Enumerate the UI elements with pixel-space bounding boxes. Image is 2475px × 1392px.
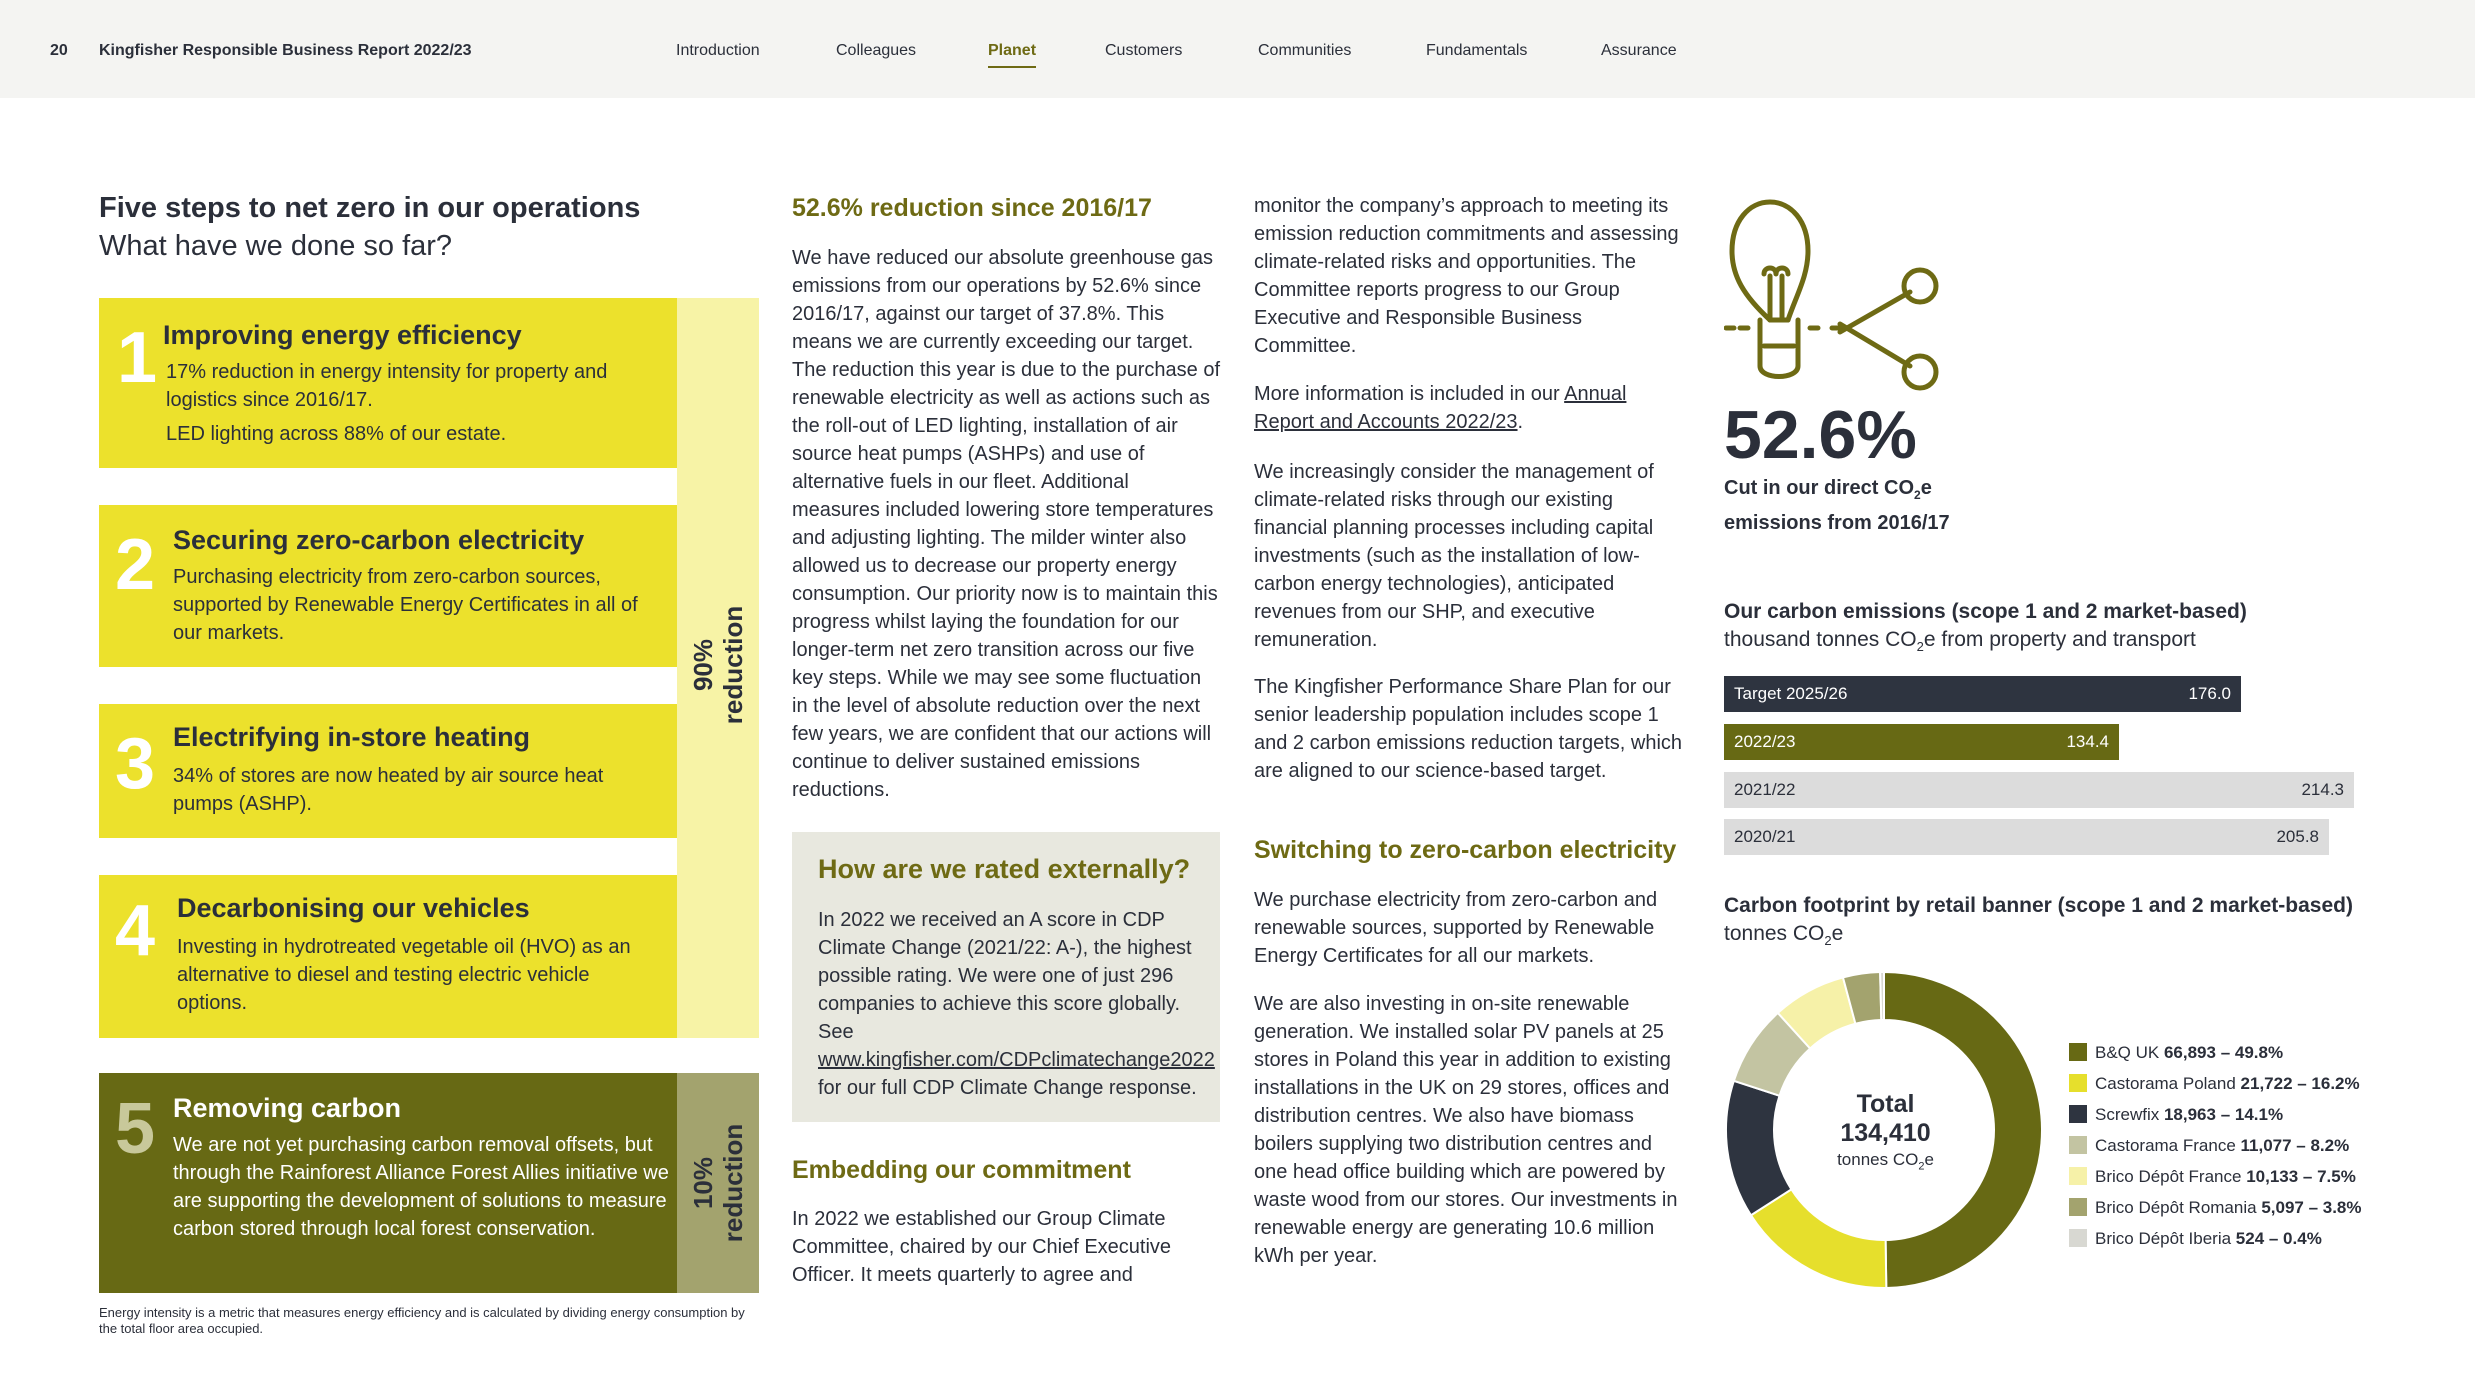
donut-unit-2: e [1924, 1150, 1934, 1169]
legend-swatch [2069, 1043, 2087, 1061]
reduction-heading: 52.6% reduction since 2016/17 [792, 194, 1152, 222]
bar-chart-subtitle-2: e from property and transport [1923, 628, 2196, 651]
step-number: 1 [117, 318, 158, 398]
legend-name: Castorama Poland [2095, 1074, 2241, 1093]
legend-value: 18,963 – 14.1% [2163, 1105, 2284, 1124]
step-body-2: LED lighting across 88% of our estate. [166, 423, 507, 445]
step-card-2 [99, 505, 677, 667]
bar-value-label: 205.8 [2276, 827, 2319, 846]
bar-value-label: 176.0 [2188, 684, 2231, 703]
donut-chart-title: Carbon footprint by retail banner (scope 1 and 2 market-based) [1724, 894, 2353, 917]
bar-chart-heading [1724, 598, 2424, 661]
stat-caption-text-2: e emissions from 2016/17 [1724, 477, 1950, 534]
commitment-heading: Embedding our commitment [792, 1156, 1131, 1184]
reduction-10-pct: 10% [688, 1156, 718, 1210]
bar-3 [1724, 819, 2329, 855]
nav-customers[interactable]: Customers [1105, 42, 1183, 59]
rating-text-2: for our full CDP Climate Change response. [818, 1077, 1197, 1099]
committee-paragraph: monitor the company’s approach to meeting its emission reduction commitments and assessing climate-related risks and opportunities. The Committee reports progress to our Group Executive and Responsible Business Committee. [1254, 195, 1679, 357]
bar-chart-subtitle: thousand tonnes CO [1724, 628, 1917, 651]
bar-category-label: Target 2025/26 [1734, 684, 1848, 703]
top-navigation-bar [0, 0, 2475, 98]
document-title: Kingfisher Responsible Business Report 2022/23 [99, 42, 472, 59]
legend-swatch [2069, 1136, 2087, 1154]
rating-paragraph [818, 906, 1215, 1102]
nav-assurance[interactable]: Assurance [1601, 42, 1677, 59]
reduction-90-pct: 90% [688, 638, 718, 692]
bar-chart-title: Our carbon emissions (scope 1 and 2 market-based) [1724, 600, 2247, 623]
bar-chart-subtitle-sub: 2 [1916, 639, 1924, 655]
step-card-3 [99, 704, 677, 838]
bar-0 [1724, 676, 2241, 712]
donut-chart-heading [1724, 892, 2424, 955]
nav-planet[interactable]: Planet [988, 42, 1037, 59]
step-body: Investing in hydrotreated vegetable oil (HVO) as an alternative to diesel and testing electric vehicle options. [177, 936, 631, 1014]
donut-total-value: 134,410 [1840, 1119, 1931, 1147]
reduction-band-10 [677, 1073, 759, 1293]
nav-introduction[interactable]: Introduction [676, 42, 760, 59]
stat-value: 52.6% [1724, 397, 1917, 473]
legend-swatch [2069, 1167, 2087, 1185]
step-body: 17% reduction in energy intensity for property and logistics since 2016/17. [166, 361, 608, 411]
legend-value: 66,893 – 49.8% [2163, 1043, 2284, 1062]
bar-value-label: 214.3 [2301, 780, 2344, 799]
step-body: We are not yet purchasing carbon removal offsets, but through the Rainforest Alliance Forest Allies initiative we are supporting the development of solutions to measure carbon stored through local forest conservation. [173, 1134, 669, 1240]
step-card-4 [99, 875, 677, 1038]
footnote: Energy intensity is a metric that measures energy efficiency and is calculated by dividing energy consumption by the total floor area occupied. [99, 1305, 745, 1336]
cdp-link[interactable]: www.kingfisher.com/CDPclimatechange2022 [818, 1049, 1215, 1071]
share-plan-paragraph: The Kingfisher Performance Share Plan for our senior leadership population includes scope 1 and 2 carbon emissions reduction targets, which are aligned to our science-based target. [1254, 676, 1683, 782]
donut-slice-6 [1880, 972, 1884, 1020]
donut-unit: tonnes CO [1837, 1150, 1919, 1169]
step-title: Improving energy efficiency [163, 320, 522, 350]
bar-1 [1724, 724, 2119, 760]
commitment-paragraph: In 2022 we established our Group Climate Committee, chaired by our Chief Executive Officer. It meets quarterly to agree and [792, 1208, 1172, 1286]
legend-value: 524 – 0.4% [2235, 1229, 2322, 1248]
climate-risk-paragraph: We increasingly consider the management of climate-related risks through our existing financial planning processes including capital investments (such as the installation of low-carbon energy technologies), anticipated revenues from our SHP, and executive remuneration. [1254, 461, 1654, 651]
legend-value: 21,722 – 16.2% [2240, 1074, 2360, 1093]
step-title: Electrifying in-store heating [173, 722, 531, 752]
bar-value-label: 134.4 [2066, 732, 2109, 751]
step-number: 5 [115, 1089, 156, 1169]
legend-name: B&Q UK [2095, 1043, 2164, 1062]
donut-slice-1 [1751, 1189, 1886, 1288]
donut-chart-subtitle-sub: 2 [1824, 933, 1832, 949]
step-card-1 [99, 298, 677, 468]
legend-item [2069, 1043, 2283, 1063]
step-number: 2 [115, 525, 156, 605]
page-number: 20 [50, 42, 68, 59]
legend-name: Screwfix [2095, 1105, 2164, 1124]
legend-name: Brico Dépôt Iberia [2095, 1229, 2236, 1248]
legend-item [2069, 1229, 2322, 1249]
reduction-band-90 [677, 298, 759, 1038]
step-body: Purchasing electricity from zero-carbon sources, supported by Renewable Energy Certificates in all of our markets. [173, 566, 638, 644]
legend-name: Castorama France [2095, 1136, 2241, 1155]
reduction-10-label [688, 1083, 748, 1283]
step-title: Decarbonising our vehicles [177, 893, 530, 923]
stat-caption-text: Cut in our direct CO [1724, 477, 1914, 499]
legend-item [2069, 1105, 2283, 1125]
legend-value: 11,077 – 8.2% [2240, 1136, 2350, 1155]
reduction-90-word: reduction [718, 605, 748, 725]
legend-item [2069, 1074, 2360, 1094]
zero-carbon-heading: Switching to zero-carbon electricity [1254, 836, 1677, 864]
step-number: 4 [115, 891, 156, 971]
legend-item [2069, 1198, 2362, 1218]
reduction-paragraph: We have reduced our absolute greenhouse gas emissions from our operations by 52.6% since 2016/17, against our target of 37.8%. This means we are currently exceeding our target. The reduction this year is due to the purchase of renewable electricity as well as actions such as the roll-out of LED lighting, installation of air source heat pumps (ASHPs) and use of alternative fuels in our fleet. Additional measures included lowering store temperatures and adjusting lighting. The milder winter also allowed us to decrease our property energy consumption. Our priority now is to maintain this progress whilst laying the foundation for our longer-term net zero transition across our five key steps. While we may see some fluctuation in the level of absolute reduction over the next few years, we are confident that our actions will continue to deliver sustained emissions reductions. [792, 247, 1221, 801]
donut-unit-sub: 2 [1918, 1160, 1925, 1173]
reduction-90-label [688, 565, 748, 765]
lightbulb-scissors-icon [1724, 196, 1944, 392]
donut-total-label: Total [1856, 1090, 1915, 1118]
legend-swatch [2069, 1229, 2087, 1247]
rating-text: In 2022 we received an A score in CDP Climate Change (2021/22: A-), the highest possible rating. We were one of just 296 companies to achieve this score globally. See [818, 909, 1192, 1043]
donut-chart-subtitle-2: e [1831, 922, 1844, 945]
stat-caption-sub: 2 [1914, 488, 1921, 502]
stat-caption [1724, 474, 1984, 537]
legend-item [2069, 1167, 2356, 1187]
donut-center-label [1773, 1090, 1998, 1172]
step-body: 34% of stores are now heated by air source heat pumps (ASHP). [173, 765, 604, 815]
legend-name: Brico Dépôt France [2095, 1167, 2247, 1186]
nav-colleagues[interactable]: Colleagues [836, 42, 917, 59]
section-subtitle: What have we done so far? [99, 230, 453, 262]
reduction-10-word: reduction [718, 1123, 748, 1243]
bar-category-label: 2022/23 [1734, 732, 1796, 751]
nav-fundamentals[interactable]: Fundamentals [1426, 42, 1528, 59]
legend-value: 10,133 – 7.5% [2246, 1167, 2356, 1186]
step-card-5 [99, 1073, 677, 1293]
annual-report-link[interactable]: Annual Report and Accounts 2022/23 [1254, 383, 1627, 433]
legend-swatch [2069, 1074, 2087, 1092]
rating-heading: How are we rated externally? [818, 854, 1191, 884]
step-number: 3 [115, 724, 156, 804]
bar-category-label: 2020/21 [1734, 827, 1796, 846]
annual-report-period: . [1517, 411, 1524, 433]
bar-category-label: 2021/22 [1734, 780, 1796, 799]
legend-swatch [2069, 1198, 2087, 1216]
legend-swatch [2069, 1105, 2087, 1123]
donut-chart-subtitle: tonnes CO [1724, 922, 1825, 945]
legend-item [2069, 1136, 2349, 1156]
legend-name: Brico Dépôt Romania [2095, 1198, 2262, 1217]
external-rating-box [792, 832, 1220, 1122]
step-title: Securing zero-carbon electricity [173, 525, 585, 555]
zero-carbon-paragraph: We purchase electricity from zero-carbon and renewable sources, supported by Renewable Energy Certificates for all our markets. [1254, 889, 1658, 967]
nav-communities[interactable]: Communities [1258, 42, 1352, 59]
legend-value: 5,097 – 3.8% [2261, 1198, 2362, 1217]
step-title: Removing carbon [173, 1093, 402, 1123]
bar-2 [1724, 772, 2354, 808]
annual-report-paragraph [1254, 380, 1684, 436]
annual-report-text: More information is included in our [1254, 383, 1560, 405]
section-title: Five steps to net zero in our operations [99, 192, 641, 224]
renewables-paragraph: We are also investing in on-site renewable generation. We installed solar PV panels at 25 stores in Poland this year in addition to existing installations in the UK on 29 stores, offices and distribution centres. We also have biomass boilers supplying two distribution centres and one head office building which are powered by waste wood from our stores. Our investments in renewable energy are generating 10.6 million kWh per year. [1254, 993, 1678, 1267]
